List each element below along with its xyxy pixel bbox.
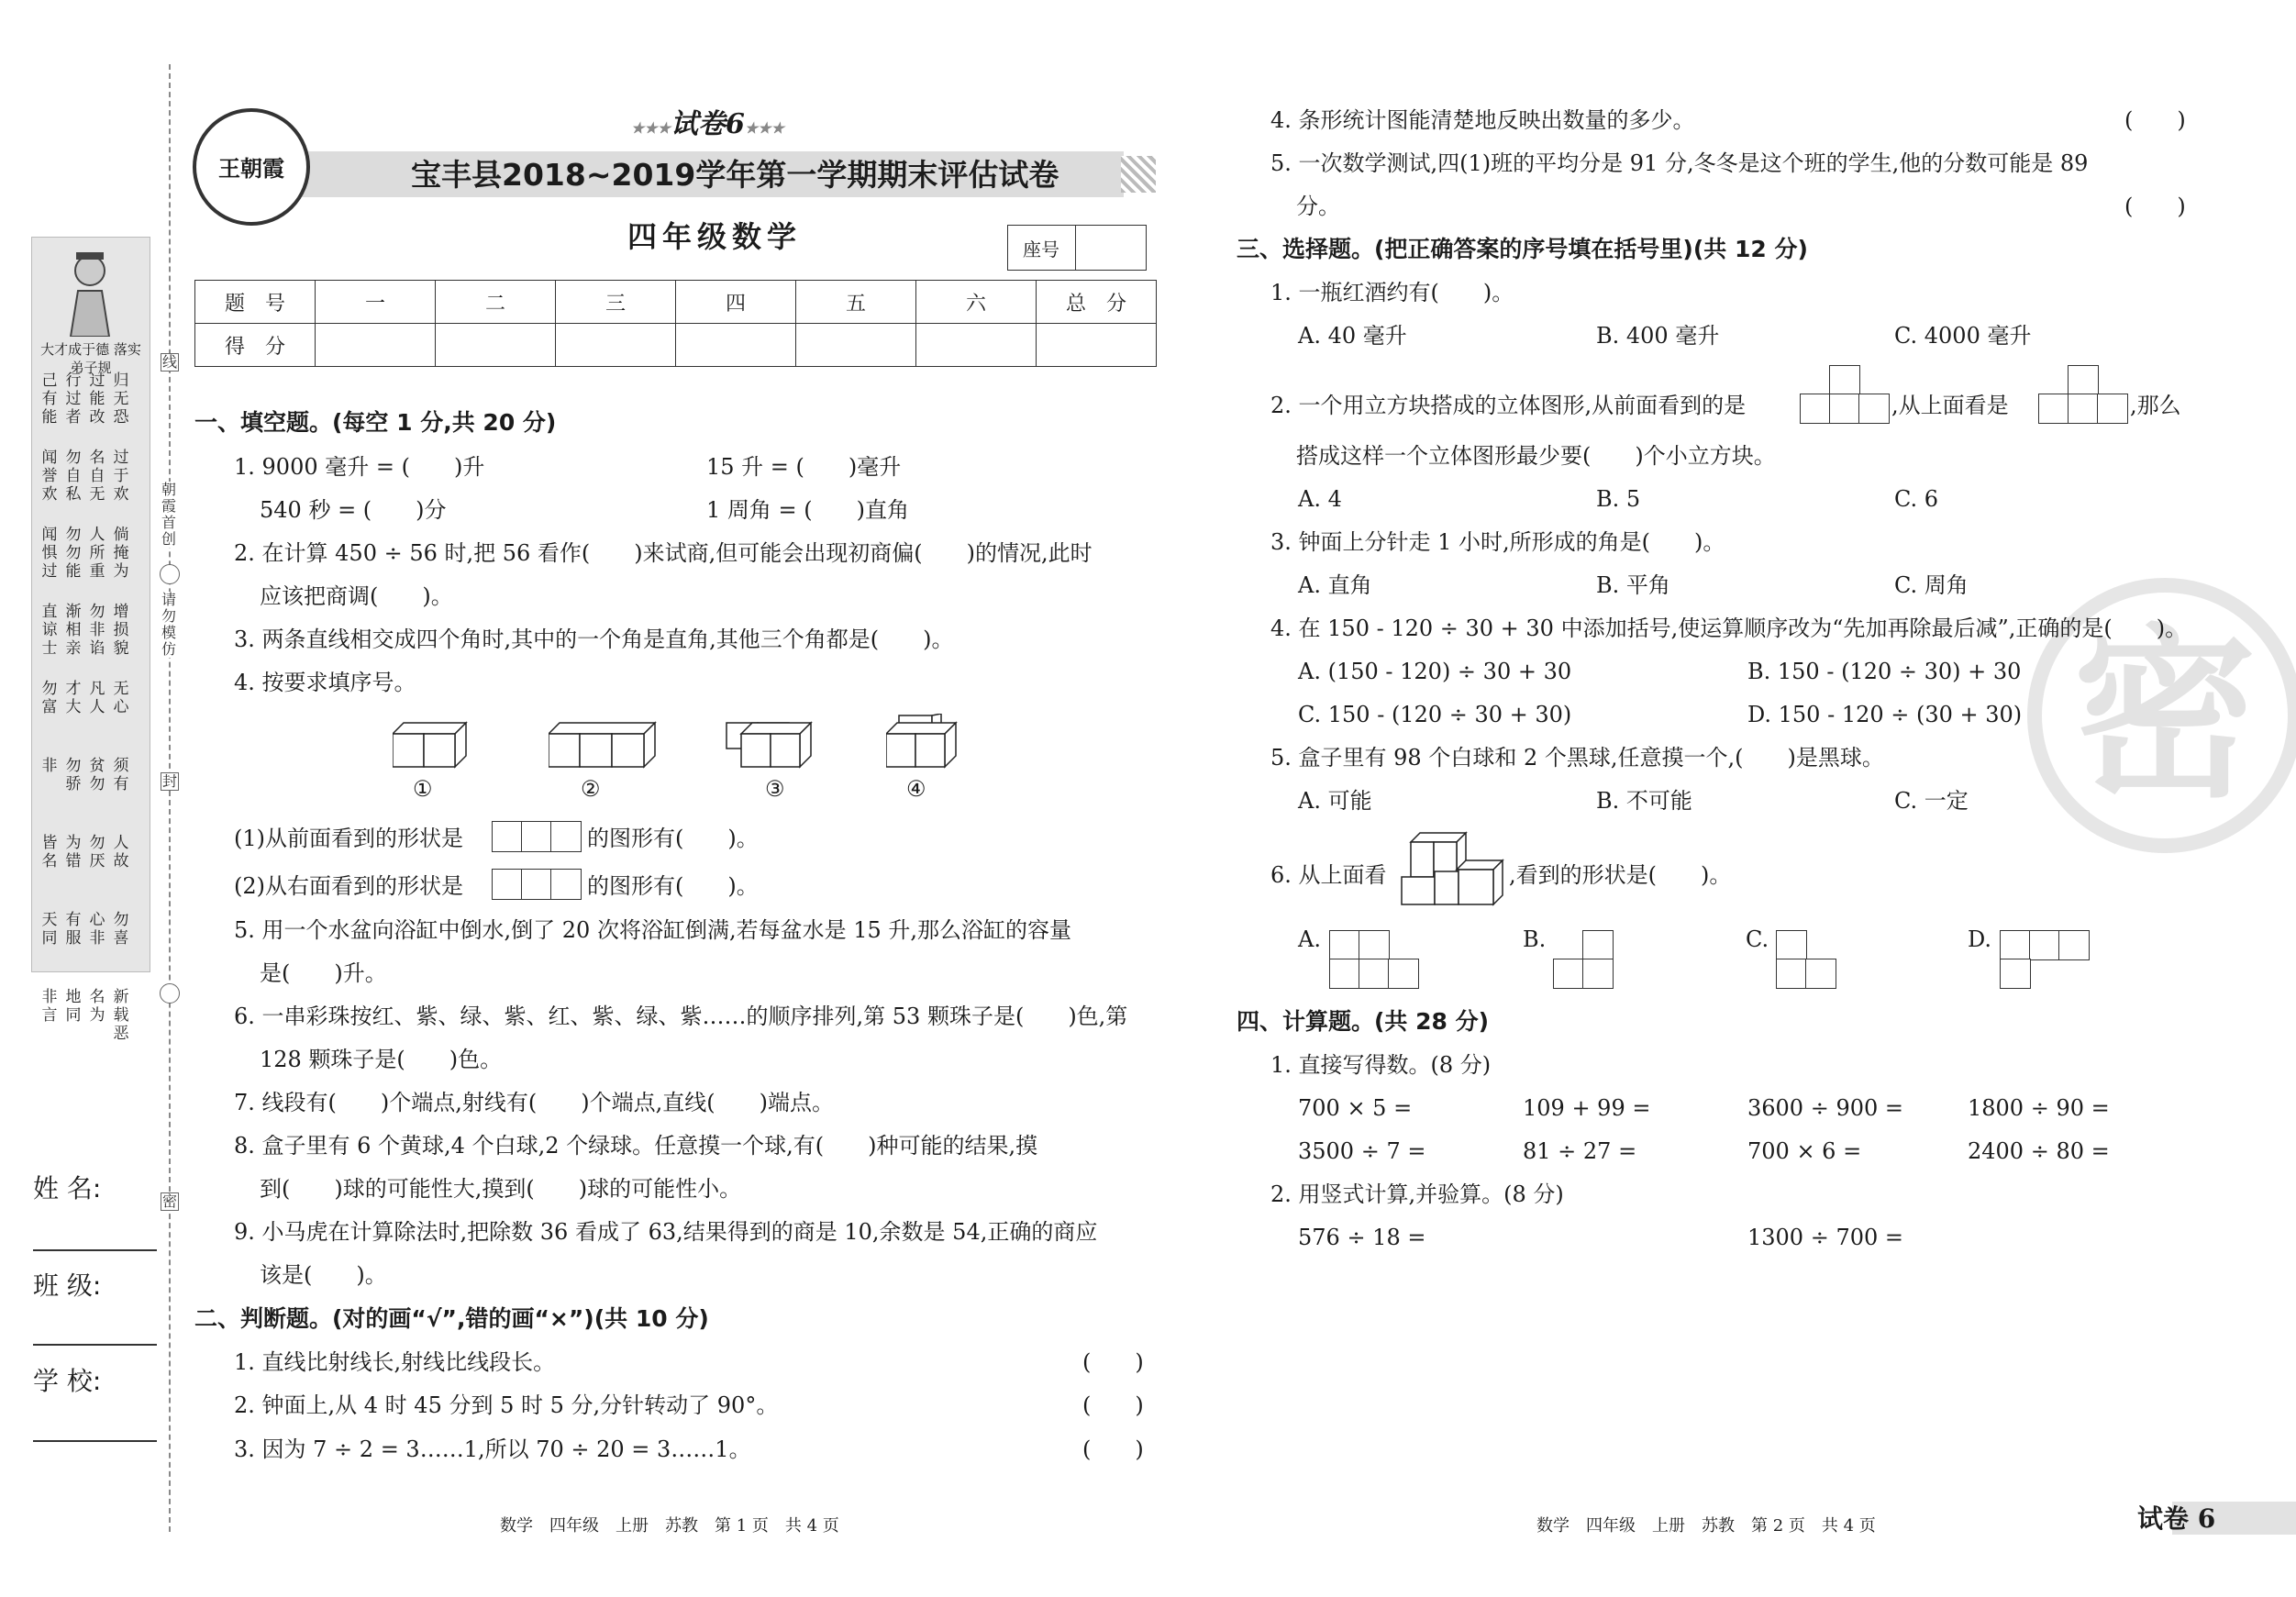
maxim-column: 过能改 (89, 372, 105, 427)
section3-heading: 三、选择题。(把正确答案的序号填在括号里)(共 12 分) (1237, 236, 1808, 262)
side-label-mi: 密 (161, 1192, 177, 1210)
cube-stack-figure (1400, 831, 1508, 910)
s1-q5b: 是( )升。 (260, 960, 387, 986)
s1-q8a: 8. 盒子里有 6 个黄球,4 个白球,2 个绿球。任意摸一个球,有( )种可能的结果,摸 (234, 1133, 1038, 1159)
oral-calc-item: 3500 ÷ 7 = (1298, 1138, 1426, 1164)
s1-q2b: 应该把商调( )。 (260, 583, 453, 609)
maxim-column: 地同 (65, 988, 82, 1025)
maxim-column: 须有 (113, 757, 129, 793)
scholar-figure-icon (60, 245, 120, 337)
s3-q2-opt: B. 5 (1596, 486, 1641, 512)
score-header-cell: 四 (676, 281, 796, 324)
name-field-line[interactable] (33, 1249, 157, 1251)
maxim-column: 非言 (41, 988, 58, 1025)
s2-q5b: 分。 (1296, 194, 1340, 219)
watermark-text: 密 (2072, 609, 2257, 823)
maxim-column: 直谅士 (41, 603, 58, 658)
answer-paren[interactable]: ( ) (1082, 1349, 1144, 1375)
pin-icon (160, 564, 180, 584)
oral-calc-item: 81 ÷ 27 = (1523, 1138, 1637, 1164)
s2-q2: 2. 钟面上,从 4 时 45 分到 5 时 5 分,分针转动了 90°。 (234, 1392, 779, 1418)
star-icon: ★★★ (631, 119, 671, 137)
cube-figure-1 (393, 721, 468, 772)
s3-q1: 1. 一瓶红酒约有( )。 (1270, 280, 1514, 305)
s3-q6a: 6. 从上面看 (1270, 862, 1387, 888)
s3-q4-opt: A. (150 - 120) ÷ 30 + 30 (1298, 659, 1572, 684)
s3-q1-opt: A. 40 毫升 (1298, 323, 1407, 349)
answer-paren[interactable]: ( ) (2124, 107, 2186, 133)
footer-left: 数学 四年级 上册 苏教 第 1 页 共 4 页 (500, 1516, 839, 1536)
s3-q4-opt: B. 150 - (120 ÷ 30) + 30 (1747, 659, 2022, 684)
fig-label: ② (581, 776, 601, 802)
maxim-column: 皆名 (41, 834, 58, 871)
score-input-cell[interactable] (916, 324, 1037, 367)
oral-calc-item: 2400 ÷ 80 = (1968, 1138, 2110, 1164)
maxim-column: 渐相亲 (65, 603, 82, 658)
s3-q2a: 2. 一个用立方块搭成的立体图形,从前面看到的是 (1270, 393, 1747, 418)
s3-q6-opt-b: B. (1523, 926, 1547, 952)
maxim-column: 过于欢 (113, 449, 129, 504)
maxim-column: 有服 (65, 911, 82, 948)
oral-calc-item: 700 × 5 = (1298, 1095, 1413, 1121)
s3-q4-opt: D. 150 - 120 ÷ (30 + 30) (1747, 702, 2023, 727)
oral-calc-item: 1800 ÷ 90 = (1968, 1095, 2110, 1121)
s3-q2-opt: C. 6 (1894, 486, 1939, 512)
three-square-strip (492, 821, 582, 852)
fig-label: ① (413, 776, 433, 802)
s1-q1c: 540 秒 = ( )分 (260, 497, 447, 523)
s4-q2: 2. 用竖式计算,并验算。(8 分) (1270, 1181, 1564, 1207)
maxim-column: 贫勿 (89, 757, 105, 793)
s3-q3-opt: A. 直角 (1298, 572, 1372, 598)
sidebar-motto: 大才成于德 落实弟子规 (40, 341, 141, 376)
class-field-line[interactable] (33, 1344, 157, 1346)
s3-q5: 5. 盒子里有 98 个白球和 2 个黑球,任意摸一个,( )是黑球。 (1270, 745, 1884, 771)
s1-q8b: 到( )球的可能性大,摸到( )球的可能性小。 (260, 1176, 742, 1202)
maxim-column: 增损貌 (113, 603, 129, 658)
s1-q4: 4. 按要求填序号。 (234, 670, 416, 695)
maxim-column: 凡人 (89, 680, 105, 716)
score-row-label: 得 分 (195, 324, 316, 367)
score-header-cell: 五 (796, 281, 916, 324)
exam-title: 宝丰县2018~2019学年第一学期期末评估试卷 (411, 157, 1059, 193)
class-field-label: 班 级: (33, 1270, 102, 1301)
seat-input[interactable] (1075, 226, 1147, 270)
written-calc-item: 576 ÷ 18 = (1298, 1225, 1426, 1250)
score-input-cell[interactable] (436, 324, 556, 367)
ribbon-dots (1121, 156, 1156, 193)
section4-heading: 四、计算题。(共 28 分) (1237, 1008, 1490, 1035)
s2-q4: 4. 条形统计图能清楚地反映出数量的多少。 (1270, 107, 1695, 133)
three-square-strip (492, 869, 582, 900)
s3-q3-opt: B. 平角 (1596, 572, 1670, 598)
maxim-column: 人故 (113, 834, 129, 871)
section1-heading: 一、填空题。(每空 1 分,共 20 分) (194, 409, 557, 436)
front-view-shape (1800, 365, 1890, 424)
answer-paren[interactable]: ( ) (1082, 1392, 1144, 1418)
maxim-column: 倘掩为 (113, 526, 129, 581)
s1-q4-2b: 的图形有( )。 (587, 873, 759, 899)
s3-q2d: 搭成这样一个立体图形最少要( )个小立方块。 (1296, 443, 1776, 469)
s1-q2a: 2. 在计算 450 ÷ 56 时,把 56 看作( )来试商,但可能会出现初商偏( )的情况,此时 (234, 540, 1093, 566)
seat-box (1007, 225, 1147, 271)
s2-q1: 1. 直线比射线长,射线比线段长。 (234, 1349, 556, 1375)
s3-q2-opt: A. 4 (1298, 486, 1342, 512)
s3-q4: 4. 在 150 - 120 ÷ 30 + 30 中添加括号,使运算顺序改为“先加再除最后减”,正确的是( )。 (1270, 616, 2188, 641)
s3-q6b: ,看到的形状是( )。 (1509, 862, 1732, 888)
s1-q3: 3. 两条直线相交成四个角时,其中的一个角是直角,其他三个角都是( )。 (234, 627, 954, 652)
side-label-mofang: 请勿模仿 (161, 591, 176, 658)
s1-q1a: 1. 9000 毫升 = ( )升 (234, 454, 485, 480)
maxim-column: 人所重 (89, 526, 105, 581)
s3-q5-opt: A. 可能 (1298, 788, 1372, 814)
s3-q6-opt-d: D. (1968, 926, 1992, 952)
seat-label: 座号 (1023, 238, 1059, 261)
maxim-column: 名自无 (89, 449, 105, 504)
score-input-cell[interactable] (796, 324, 916, 367)
side-label-chuang: 朝霞首创 (161, 481, 176, 548)
option-b-shape (1553, 930, 1614, 989)
s3-q4-opt: C. 150 - (120 ÷ 30 + 30) (1298, 702, 1572, 727)
score-header-cell: 一 (316, 281, 436, 324)
maxim-column: 勿喜 (113, 911, 129, 948)
score-header-cell: 三 (556, 281, 676, 324)
maxim-column: 勿非谄 (89, 603, 105, 658)
section2-heading: 二、判断题。(对的画“√”,错的画“×”)(共 10 分) (194, 1305, 709, 1332)
score-input-cell[interactable] (556, 324, 676, 367)
s3-q1-opt: B. 400 毫升 (1596, 323, 1720, 349)
paper-number (631, 108, 784, 141)
score-header-cell: 题 号 (195, 281, 316, 324)
maxim-column: 归无恐 (113, 372, 129, 427)
star-icon: ★★★ (744, 119, 784, 137)
s3-q3-opt: C. 周角 (1894, 572, 1969, 598)
s3-q2b: ,从上面看是 (1891, 393, 2009, 418)
paper-number-text: 试卷6 (671, 108, 745, 140)
binding-dash-line (169, 64, 171, 1532)
maxim-column: 闻誉欢 (41, 449, 58, 504)
s3-q6-opt-a: A. (1298, 926, 1321, 952)
s3-q1-opt: C. 4000 毫升 (1894, 323, 2032, 349)
oral-calc-item: 109 + 99 = (1523, 1095, 1651, 1121)
maxim-column: 勿勿能 (65, 526, 82, 581)
s1-q4-1a: (1)从前面看到的形状是 (234, 826, 463, 851)
score-header-cell: 总 分 (1037, 281, 1157, 324)
s2-q3: 3. 因为 7 ÷ 2 = 3……1,所以 70 ÷ 20 = 3……1。 (234, 1436, 751, 1462)
fig-label: ④ (906, 776, 926, 802)
score-input-cell[interactable] (676, 324, 796, 367)
s1-q6a: 6. 一串彩珠按红、紫、绿、紫、红、紫、绿、紫……的顺序排列,第 53 颗珠子是( )色,第 (234, 1004, 1128, 1029)
s1-q4-2a: (2)从右面看到的形状是 (234, 873, 463, 899)
maxim-column: 己有能 (41, 372, 58, 427)
maxim-column: 非 (41, 757, 58, 775)
cube-figure-2 (549, 721, 657, 772)
pin-icon (160, 983, 180, 1004)
maxim-column: 天同 (41, 911, 58, 948)
s1-q9b: 该是( )。 (260, 1262, 387, 1288)
s1-q6b: 128 颗珠子是( )色。 (260, 1047, 503, 1072)
option-a-shape (1329, 930, 1419, 989)
side-label-feng: 封 (161, 772, 177, 790)
cube-figure-4 (886, 714, 959, 772)
oral-calc-item: 3600 ÷ 900 = (1747, 1095, 1903, 1121)
maxim-column: 勿骄 (65, 757, 82, 793)
maxim-column: 勿自私 (65, 449, 82, 504)
publisher-logo (193, 108, 310, 226)
s2-q5a: 5. 一次数学测试,四(1)班的平均分是 91 分,冬冬是这个班的学生,他的分数可能是 89 (1270, 150, 2089, 176)
logo-text: 王朝霞 (218, 155, 284, 182)
s1-q1b: 15 升 = ( )毫升 (706, 454, 902, 480)
maxim-column: 闻惧过 (41, 526, 58, 581)
oral-calc-item: 700 × 6 = (1747, 1138, 1862, 1164)
option-c-shape (1776, 930, 1836, 989)
footer-tag: 试卷 6 (2137, 1503, 2216, 1534)
written-calc-item: 1300 ÷ 700 = (1747, 1225, 1903, 1250)
fig-label: ③ (765, 776, 785, 802)
maxim-column: 勿富 (41, 680, 58, 716)
answer-paren[interactable]: ( ) (2124, 194, 2186, 219)
s3-q5-opt: B. 不可能 (1596, 788, 1692, 814)
s4-q1: 1. 直接写得数。(8 分) (1270, 1052, 1492, 1078)
option-d-shape (2000, 930, 2090, 989)
score-input-cell[interactable] (1037, 324, 1157, 367)
maxim-column: 才大 (65, 680, 82, 716)
maxim-column: 为错 (65, 834, 82, 871)
maxim-column: 无心 (113, 680, 129, 716)
s3-q6-opt-c: C. (1746, 926, 1769, 952)
maxim-column: 勿厌 (89, 834, 105, 871)
s1-q9a: 9. 小马虎在计算除法时,把除数 36 看成了 63,结果得到的商是 10,余数是 54,正确的商应 (234, 1219, 1098, 1245)
maxim-column: 名为 (89, 988, 105, 1025)
maxim-column: 行过者 (65, 372, 82, 427)
school-field-line[interactable] (33, 1440, 157, 1442)
s1-q1d: 1 周角 = ( )直角 (706, 497, 909, 523)
score-header-cell: 六 (916, 281, 1037, 324)
answer-paren[interactable]: ( ) (1082, 1436, 1144, 1462)
maxim-column: 心非 (89, 911, 105, 948)
score-input-cell[interactable] (316, 324, 436, 367)
score-table (194, 280, 1157, 367)
s3-q2c: ,那么 (2130, 393, 2181, 418)
name-field-label: 姓 名: (33, 1173, 102, 1203)
s1-q4-1b: 的图形有( )。 (587, 826, 759, 851)
side-label-xian: 线 (161, 353, 177, 371)
footer-right: 数学 四年级 上册 苏教 第 2 页 共 4 页 (1536, 1516, 1876, 1536)
cube-figure-3 (725, 721, 813, 772)
s1-q5a: 5. 用一个水盆向浴缸中倒水,倒了 20 次将浴缸倒满,若每盆水是 15 升,那么浴缸的容量 (234, 917, 1072, 943)
s3-q5-opt: C. 一定 (1894, 788, 1969, 814)
maxim-column: 新载恶 (113, 988, 129, 1043)
subject-title: 四年级数学 (627, 219, 803, 254)
s1-q7: 7. 线段有( )个端点,射线有( )个端点,直线( )端点。 (234, 1090, 834, 1115)
school-field-label: 学 校: (33, 1366, 102, 1396)
top-view-shape (2038, 365, 2128, 424)
s3-q3: 3. 钟面上分针走 1 小时,所形成的角是( )。 (1270, 529, 1725, 555)
score-header-cell: 二 (436, 281, 556, 324)
